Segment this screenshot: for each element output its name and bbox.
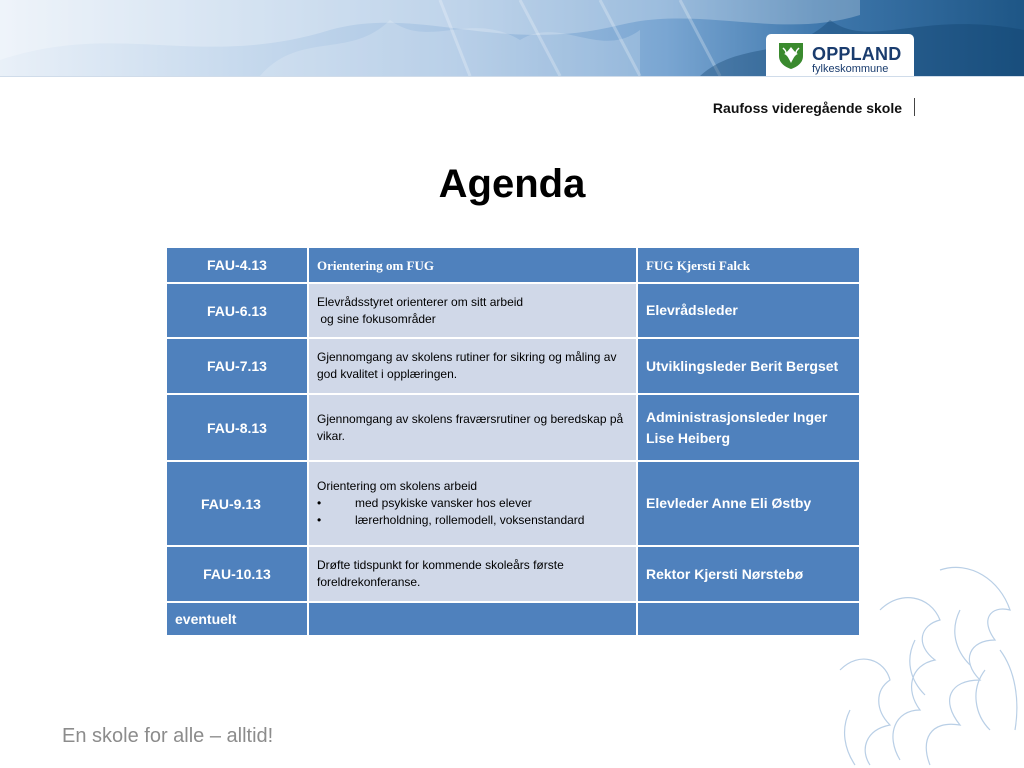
agenda-code: eventuelt [166,602,308,636]
agenda-responsible: FUG Kjersti Falck [637,247,860,283]
agenda-topic [308,461,637,546]
footer-slogan: En skole for alle – alltid! [62,725,274,747]
brand-name: OPPLAND [812,44,902,64]
agenda-topic [308,283,637,338]
agenda-code: FAU-4.13 [166,247,308,283]
agenda-topic: Orientering om FUG [308,247,637,283]
agenda-topic [308,602,637,636]
topic-line: Orientering om skolens arbeid [317,479,478,493]
agenda-topic: Drøfte tidspunkt for kommende skoleårs første foreldrekonferanse. [308,546,637,602]
agenda-responsible: Administrasjonsleder Inger Lise Heiberg [637,394,860,461]
school-name: Raufoss videregående skole [712,100,902,116]
table-row [166,394,860,461]
brand-subtitle: fylkeskommune [812,63,889,75]
agenda-responsible: Elevleder Anne Eli Østby [637,461,860,546]
header-divider [0,76,1024,77]
agenda-code: FAU-7.13 [166,338,308,394]
table-row [166,461,860,546]
agenda-code: FAU-9.13 [166,461,308,546]
agenda-table [165,246,861,637]
agenda-responsible: Utviklingsleder Berit Bergset [637,338,860,394]
agenda-responsible [637,602,860,636]
agenda-code: FAU-6.13 [166,283,308,338]
coat-of-arms-icon [778,42,804,70]
table-row [166,247,860,283]
bullet-item: • med psykiske vansker hos elever [317,496,532,510]
agenda-topic: Gjennomgang av skolens rutiner for sikring og måling av god kvalitet i opplæringen. [308,338,637,394]
agenda-code: FAU-10.13 [166,546,308,602]
table-row [166,546,860,602]
oppland-logo [766,34,914,76]
agenda-responsible: Rektor Kjersti Nørstebø [637,546,860,602]
bullet-item: • lærerholdning, rollemodell, voksenstandard [317,513,585,527]
agenda-topic: Gjennomgang av skolens fraværsrutiner og beredskap på vikar. [308,394,637,461]
bullet-icon: • [317,513,322,527]
page-title: Agenda [438,162,586,206]
table-row [166,283,860,338]
bullet-icon: • [317,496,322,510]
school-separator [914,98,915,116]
agenda-code: FAU-8.13 [166,394,308,461]
agenda-responsible: Elevrådsleder [637,283,860,338]
table-row [166,602,860,636]
table-row [166,338,860,394]
topic-line: og sine fokusområder [317,311,436,326]
topic-line: Elevrådsstyret orienterer om sitt arbeid [317,294,524,309]
